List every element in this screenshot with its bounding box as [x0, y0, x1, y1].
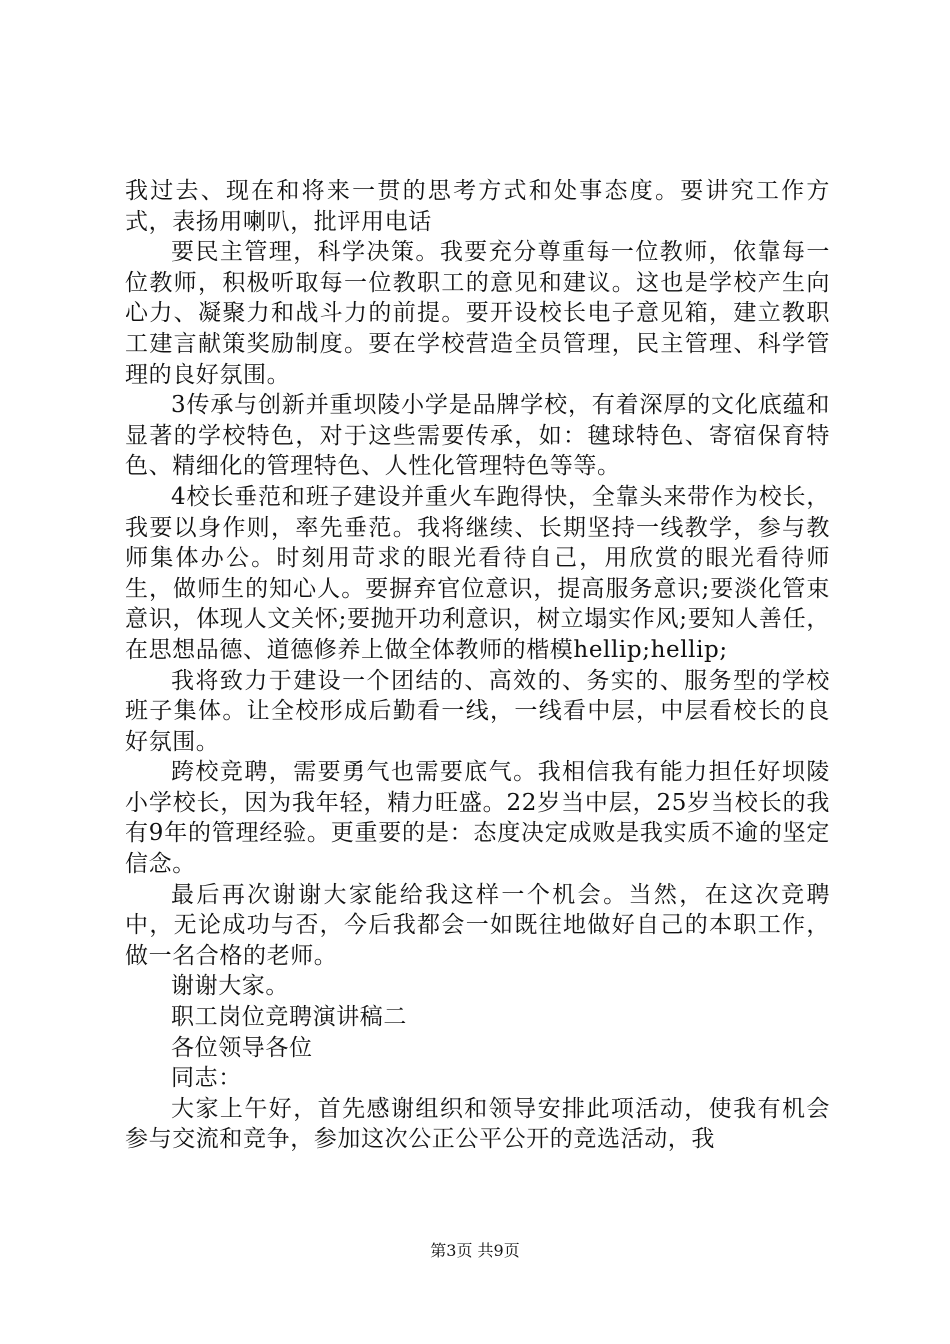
paragraph-1: 我过去、现在和将来一贯的思考方式和处事态度。要讲究工作方式，表扬用喇叭，批评用电话	[125, 178, 830, 235]
paragraph-8: 谢谢大家。	[171, 973, 289, 1000]
paragraph-12: 大家上午好，首先感谢组织和领导安排此项活动，使我有机会参与交流和竞争，参加这次公正公平公开的竞选活动，我	[125, 1095, 830, 1153]
section-heading: 职工岗位竞聘演讲稿二	[171, 1004, 407, 1031]
paragraph-7: 最后再次谢谢大家能给我这样一个机会。当然，在这次竞聘中，无论成功与否，今后我都会一如既往地做好自己的本职工作，做一名合格的老师。	[125, 881, 830, 969]
paragraph-4: 4校长垂范和班子建设并重火车跑得快，全靠头来带作为校长，我要以身作则，率先垂范。我将继续、长期坚持一线教学，参与教师集体办公。时刻用苛求的眼光看待自己，用欣赏的眼光看待师生，做师生的知心人。要摒弃官位意识，提高服务意识;要淡化管束意识，体现人文关怀;要抛开功利意识，树立塌实作风;要知人善任，在思想品德、道德修养上做全体教师的楷模hellip;hellip;	[125, 483, 830, 663]
salutation-line-2: 同志：	[171, 1065, 242, 1092]
salutation-line-1: 各位领导各位	[171, 1034, 313, 1061]
document-body	[125, 176, 830, 1155]
paragraph-3: 3传承与创新并重坝陵小学是品牌学校，有着深厚的文化底蕴和显著的学校特色，对于这些需要传承，如：毽球特色、寄宿保育特色、精细化的管理特色、人性化管理特色等等。	[125, 392, 830, 480]
paragraph-6: 跨校竞聘，需要勇气也需要底气。我相信我有能力担任好坝陵小学校长，因为我年轻，精力旺盛。22岁当中层，25岁当校长的我有9年的管理经验。更重要的是：态度决定成败是我实质不逾的坚定信念。	[125, 759, 830, 878]
paragraph-5: 我将致力于建设一个团结的、高效的、务实的、服务型的学校班子集体。让全校形成后勤看一线，一线看中层，中层看校长的良好氛围。	[125, 667, 830, 755]
page-number: 第3页 共9页	[430, 1241, 520, 1260]
paragraph-2: 要民主管理，科学决策。我要充分尊重每一位教师，依靠每一位教师，积极听取每一位教职工的意见和建议。这也是学校产生向心力、凝聚力和战斗力的前提。要开设校长电子意见箱，建立教职工建言献策奖励制度。要在学校营造全员管理，民主管理、科学管理的良好氛围。	[125, 239, 830, 388]
